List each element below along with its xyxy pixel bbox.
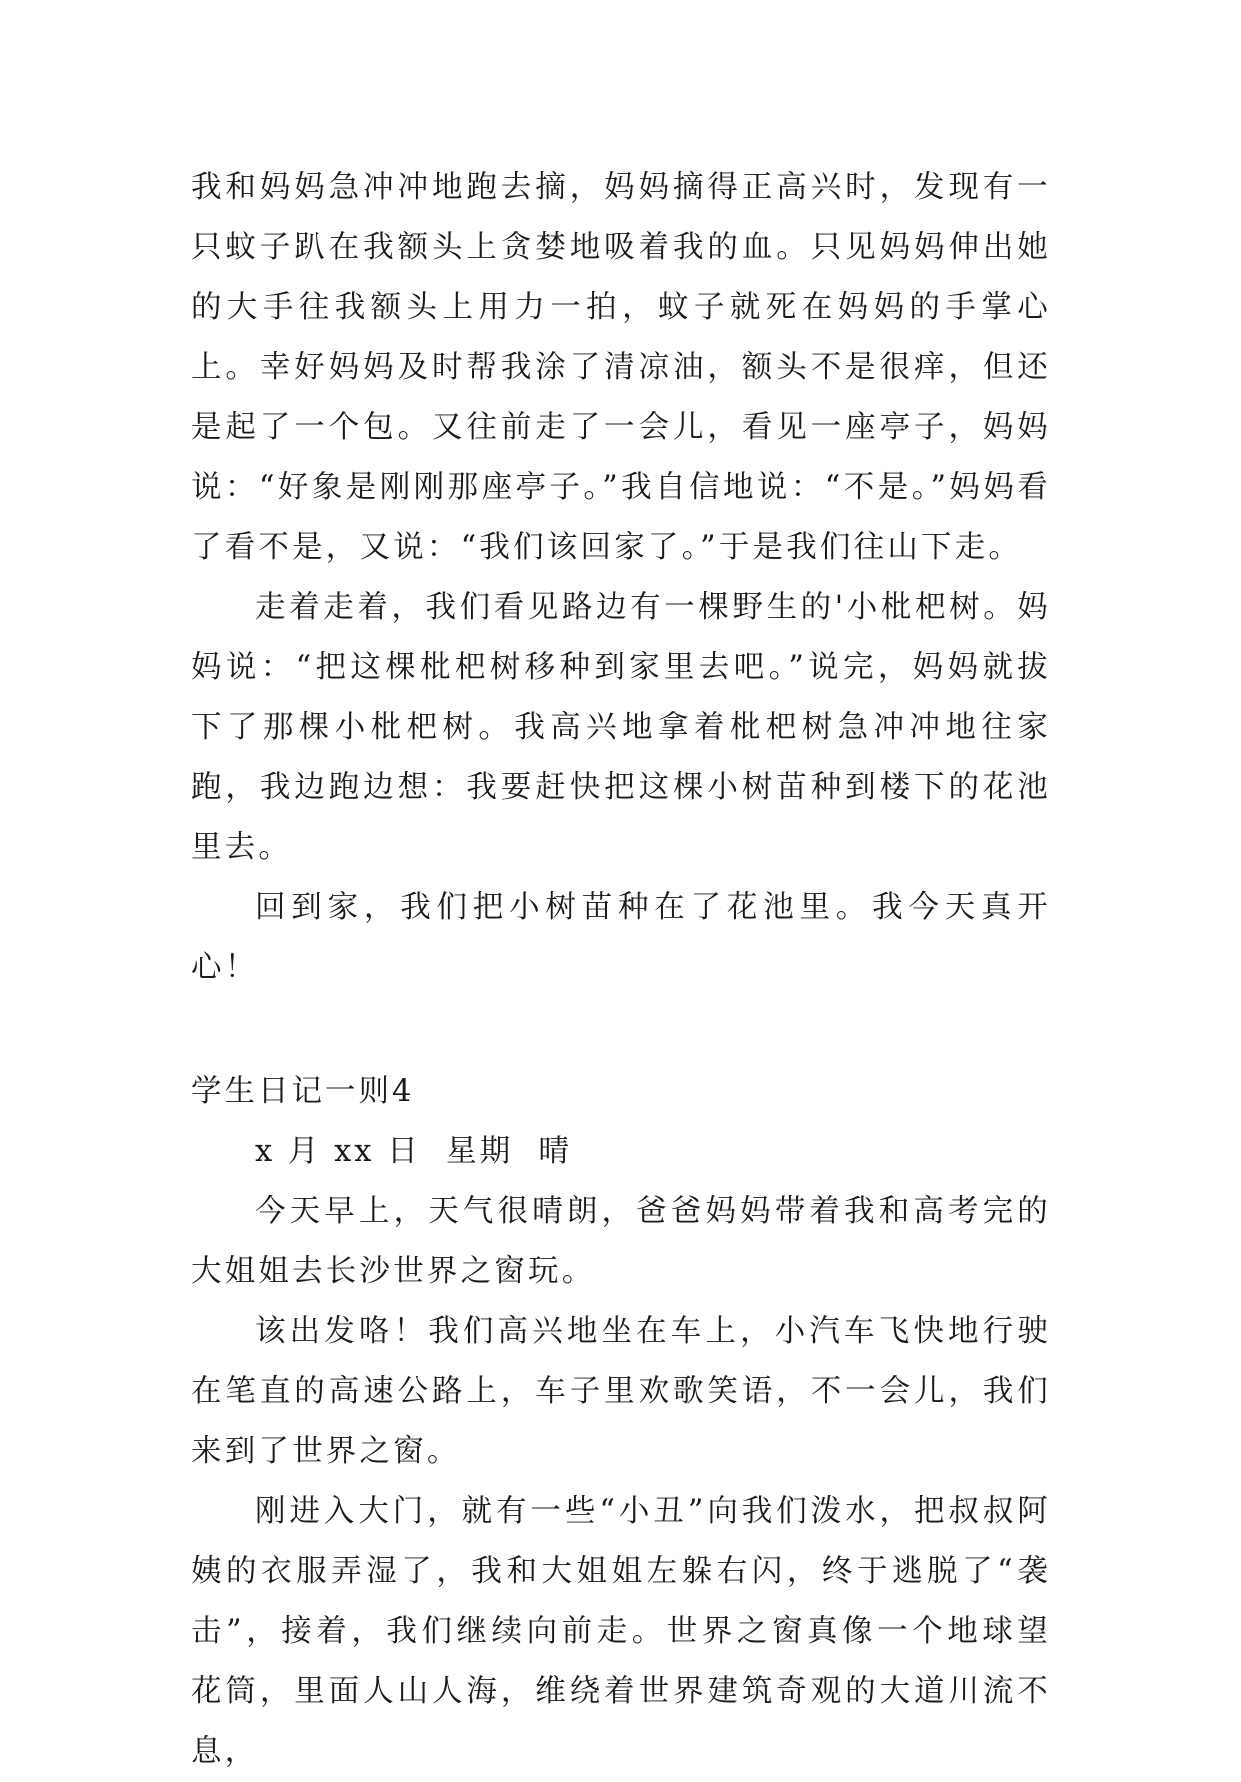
paragraph: 该出发咯！我们高兴地坐在车上，小汽车飞快地行驶在笔直的高速公路上，车子里欢歌笑语，不一会儿，我们来到了世界之窗。 — [191, 1314, 1051, 1469]
diary-title: 学生日记一则4 — [191, 1074, 415, 1109]
paragraph: 回到家，我们把小树苗种在了花池里。我今天真开心！ — [191, 890, 1051, 985]
document-body — [191, 158, 1051, 1782]
diary-date: x 月 xx 日 星期 晴 — [255, 1134, 572, 1169]
paragraph: 今天早上，天气很晴朗，爸爸妈妈带着我和高考完的大姐姐去长沙世界之窗玩。 — [191, 1194, 1051, 1289]
paragraph: 我和妈妈急冲冲地跑去摘，妈妈摘得正高兴时，发现有一只蚊子趴在我额头上贪婪地吸着我的血。只见妈妈伸出她的大手往我额头上用力一拍，蚊子就死在妈妈的手掌心上。幸好妈妈及时帮我涂了清凉油，额头不是很痒，但还是起了一个包。又往前走了一会儿，看见一座亭子，妈妈说：“好象是刚刚那座亭子。”我自信地说：“不是。”妈妈看了看不是，又说：“我们该回家了。”于是我们往山下走。 — [191, 170, 1051, 565]
paragraph: 刚进入大门，就有一些“小丑”向我们泼水，把叔叔阿姨的衣服弄湿了，我和大姐姐左躲右闪，终于逃脱了“袭击”，接着，我们继续向前走。世界之窗真像一个地球望花筒，里面人山人海，维绕着世界建筑奇观的大道川流不息， — [191, 1494, 1051, 1769]
section-gap — [191, 998, 1051, 1062]
paragraph: 走着走着，我们看见路边有一棵野生的'小枇杷树。妈妈说：“把这棵枇杷树移种到家里去吧。”说完，妈妈就拔下了那棵小枇杷树。我高兴地拿着枇杷树急冲冲地往家跑，我边跑边想：我要赶快把这棵小树苗种到楼下的花池里去。 — [191, 590, 1051, 865]
